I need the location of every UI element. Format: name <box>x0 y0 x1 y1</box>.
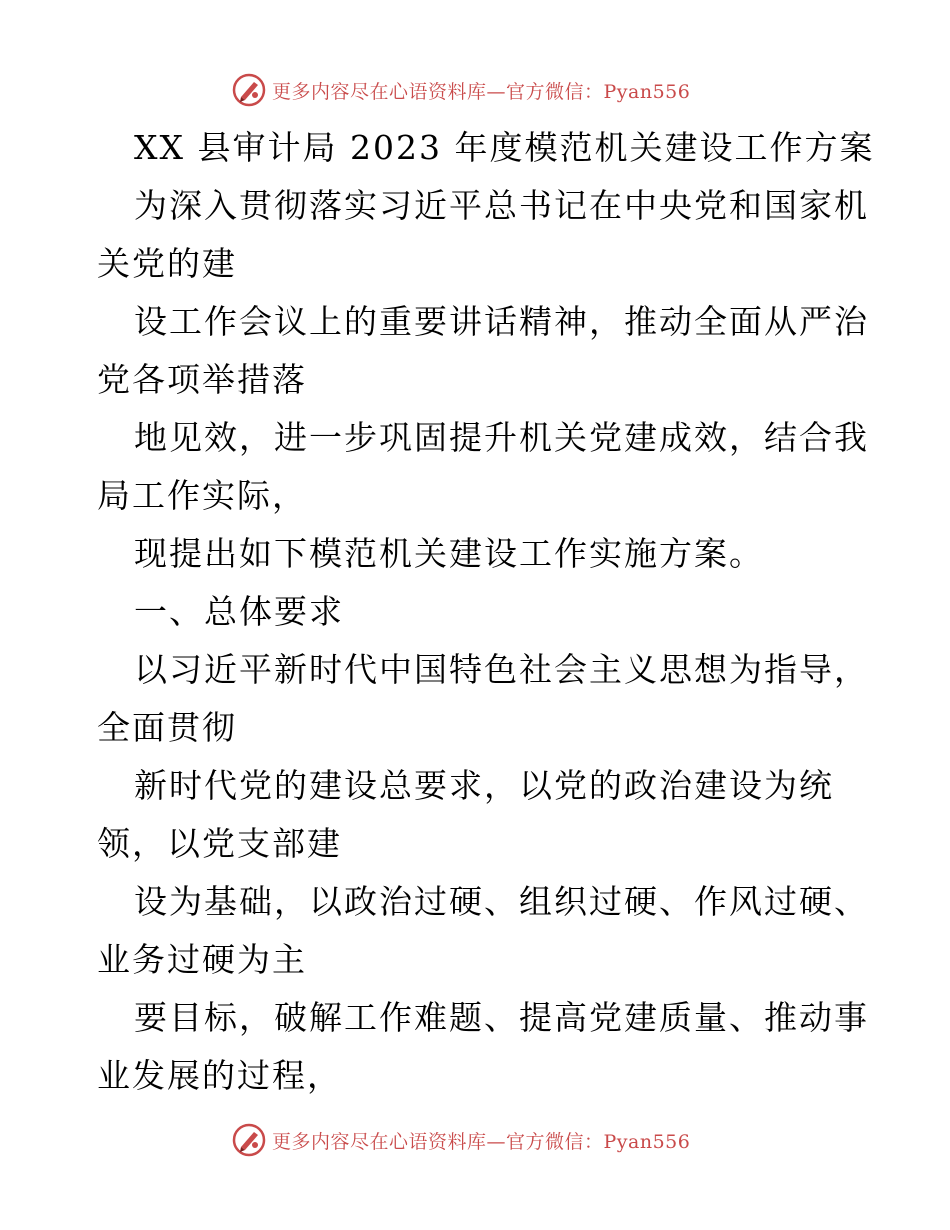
paragraph-line: 关党的建 <box>97 244 237 283</box>
paragraph-line: 全面贯彻 <box>97 708 237 747</box>
paragraph-line: 新时代党的建设总要求，以党的政治建设为统 <box>134 766 834 805</box>
paragraph-line: 业发展的过程， <box>97 1056 342 1095</box>
paragraph-line: 党各项举措落 <box>97 360 307 399</box>
watermark-text: 更多内容尽在心语资料库—官方微信：Pyan556 <box>272 80 691 103</box>
paragraph-line: 设为基础，以政治过硬、组织过硬、作风过硬、 <box>134 882 869 921</box>
paragraph-line: 业务过硬为主 <box>97 940 307 979</box>
document-title: XX 县审计局 2023 年度模范机关建设工作方案 <box>134 128 875 167</box>
paragraph-line: 要目标，破解工作难题、提高党建质量、推动事 <box>134 998 869 1037</box>
paragraph-line: 以习近平新时代中国特色社会主义思想为指导， <box>134 650 869 689</box>
section-heading: 一、总体要求 <box>134 592 344 631</box>
watermark-text: 更多内容尽在心语资料库—官方微信：Pyan556 <box>272 1130 691 1153</box>
watermark-banner-bottom <box>232 1120 712 1160</box>
paragraph-line: 为深入贯彻落实习近平总书记在中央党和国家机 <box>134 186 869 225</box>
paragraph-line: 设工作会议上的重要讲话精神，推动全面从严治 <box>134 302 869 341</box>
paragraph-line: 局工作实际， <box>97 476 307 515</box>
paragraph-line: 现提出如下模范机关建设工作实施方案。 <box>134 534 764 573</box>
paragraph-line: 地见效，进一步巩固提升机关党建成效，结合我 <box>134 418 869 457</box>
paragraph-line: 领，以党支部建 <box>97 824 342 863</box>
pen-logo-icon <box>232 1123 266 1157</box>
